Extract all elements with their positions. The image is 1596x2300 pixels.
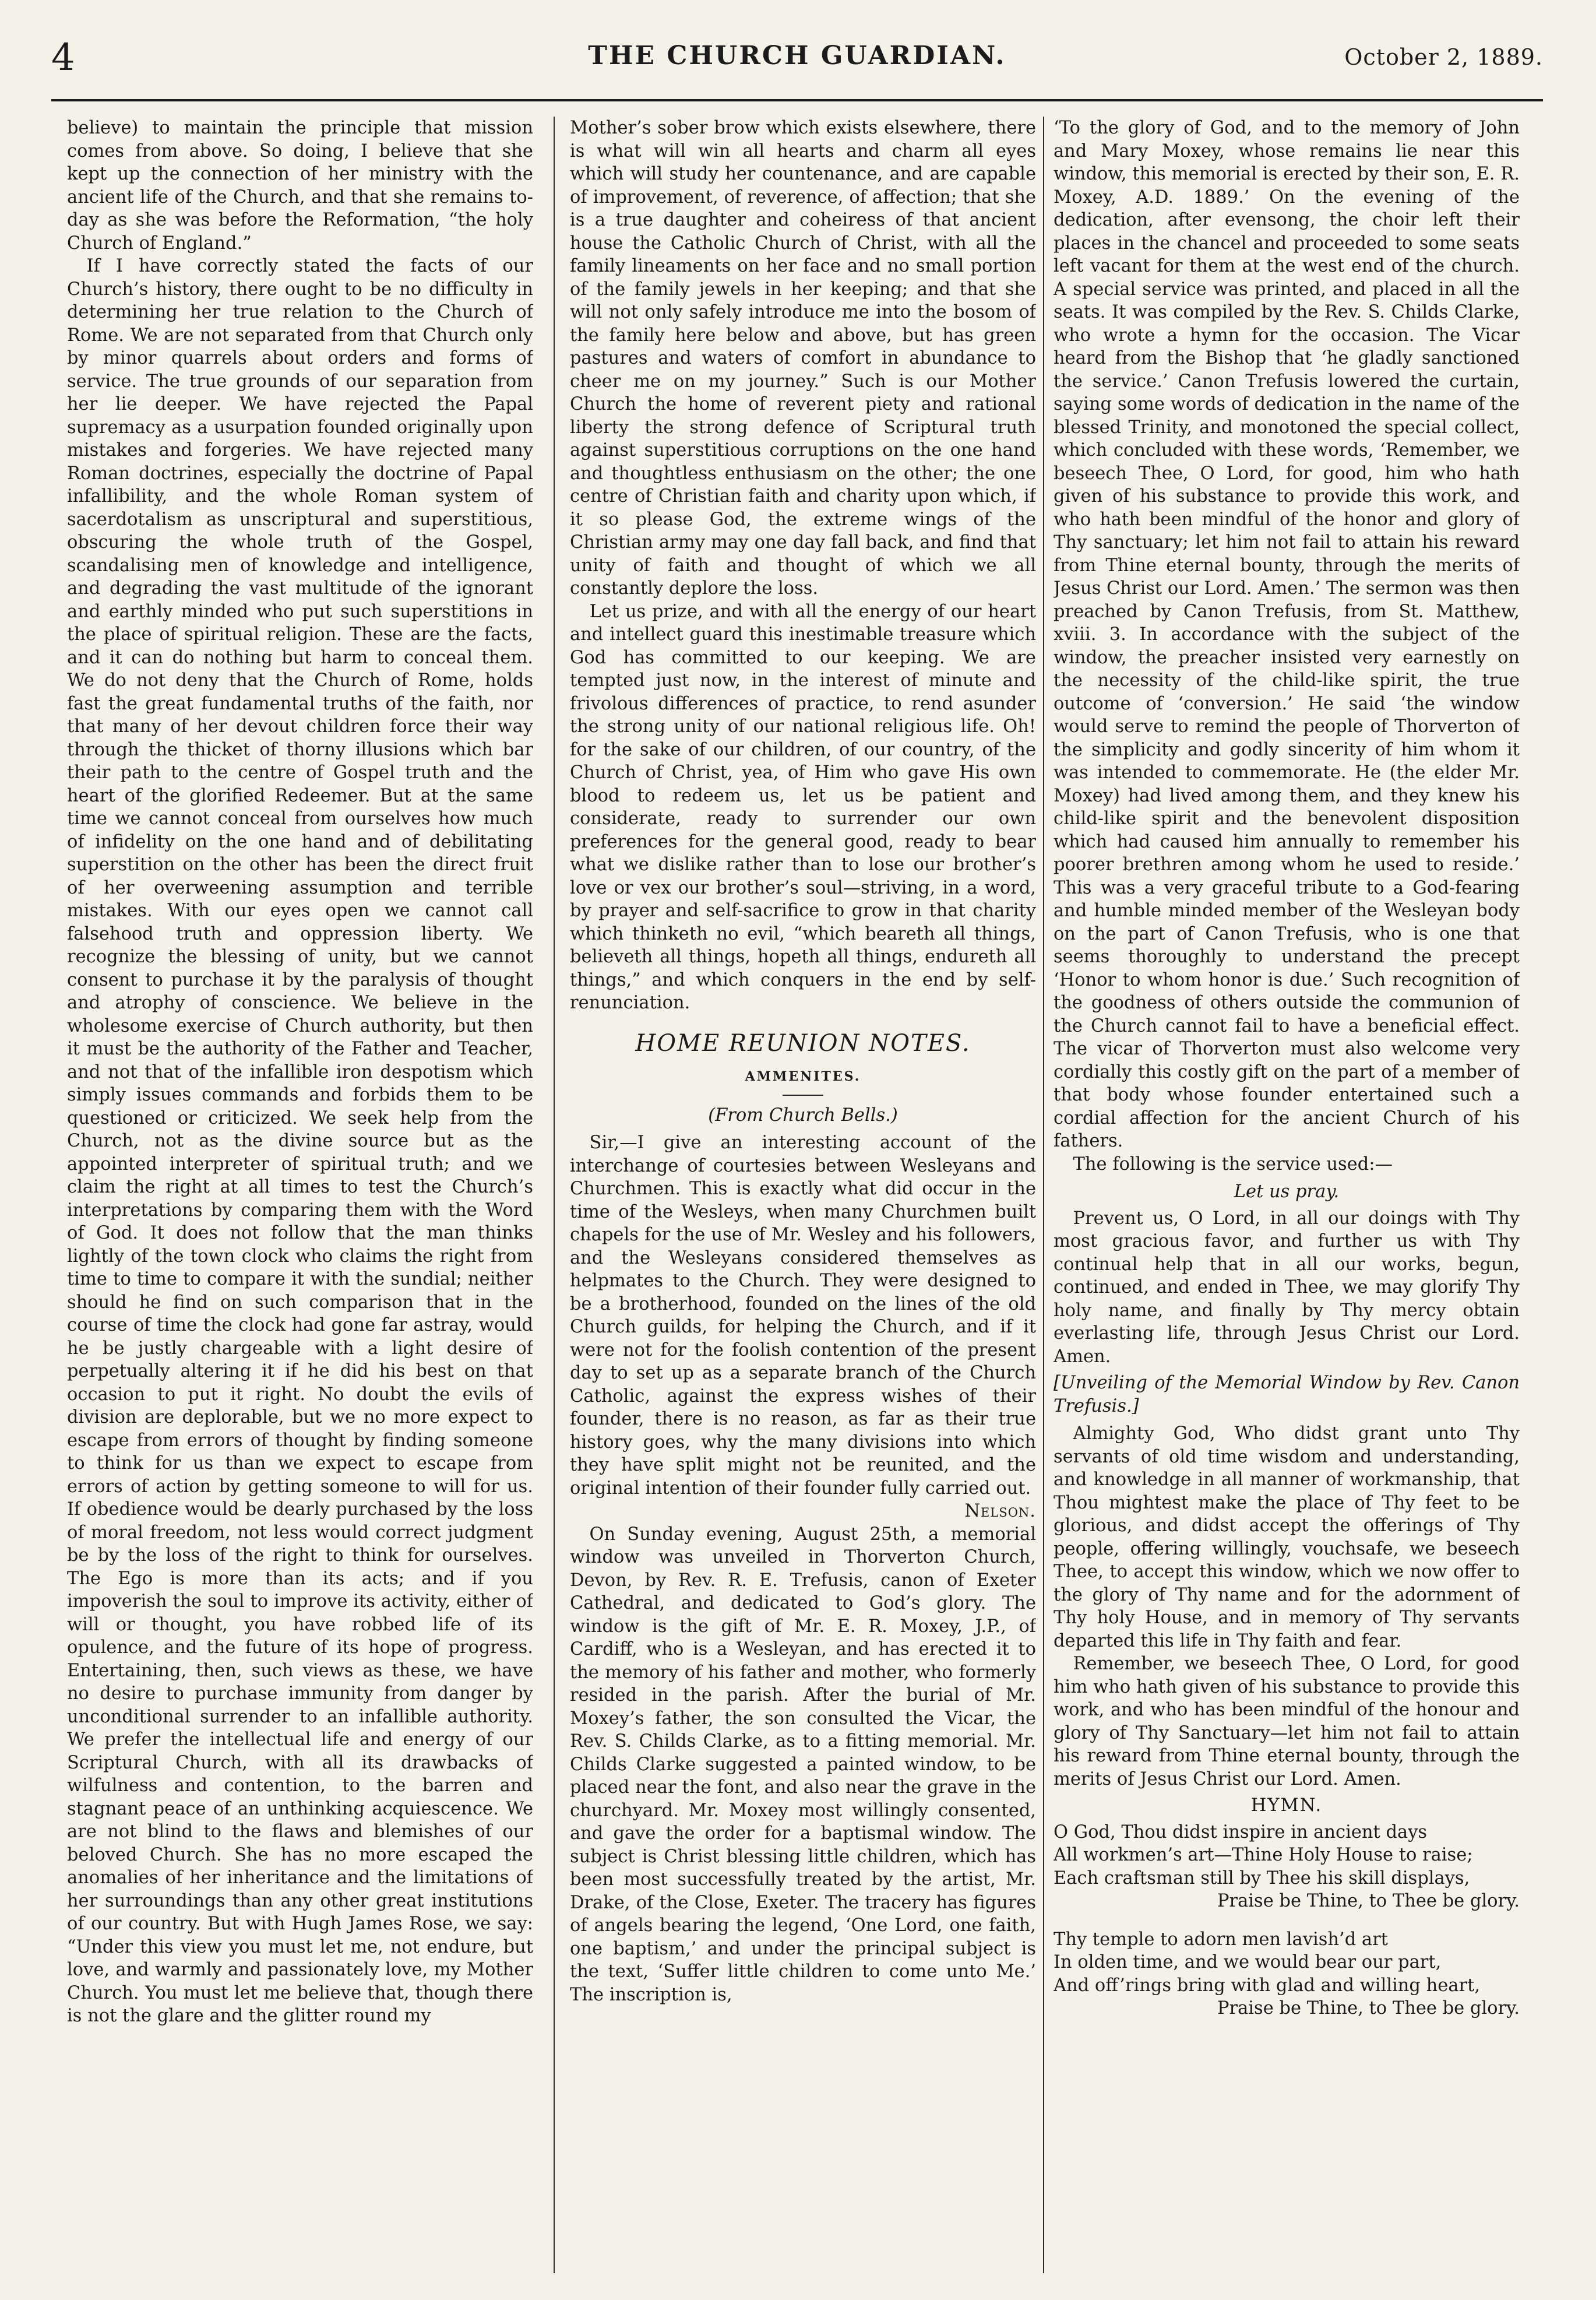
sub-heading: AMMENITES. — [745, 1069, 861, 1084]
column-divider — [1043, 117, 1044, 2273]
letter-paragraph: Sir,—I give an interesting account of the interchange of courtesies between Wesleyans and Churchmen. This is exactly what did occur in the time of the Wesleys, when many Churchmen built chapels for the use of Mr. Wesley and his followers, and the Wesleyans considered themselves as helpmates to the Church. They were designed to be a brotherhood, founded on the lines of the old Church guilds, for helping the Church, and if it were not for the foolish contention of the present day to set up as a separate branch of the Church Catholic, against the express wishes of their founder, there is no reason, as far as their true history goes, why the many divisions into which they have split might not be reunited, and the original intention of their founder fully carried out. — [570, 1133, 1036, 1499]
hymn-line: And off’rings bring with glad and willing heart, — [1054, 1975, 1481, 1996]
article-paragraph: ‘To the glory of God, and to the memory of John and Mary Moxey, whose remains lie near this window, this memorial is erected by their son, E. R. Moxey, A.D. 1889.’ On the evening of the dedication, after evensong, the choir left their places in the chancel and proceeded to some seats left vacant for them at the west end of the church. A special service was printed, and placed in all the seats. It was compiled by the Rev. S. Childs Clarke, who wrote a hymn for the occasion. The Vicar heard from the Bishop that ‘he gladly sanctioned the service.’ Canon Trefusis lowered the curtain, saying some words of dedication in the name of the blessed Trinity, and monotoned the special collect, which concluded with these words, ‘Remember, we beseech Thee, O Lord, for good, him who hath given of his substance to provide this work, and who hath been mindful of the honor and glory of Thy sanctuary; let him not fail to attain his reward from Thine eternal bounty, through the merits of Jesus Christ our Lord. Amen.’ The sermon was then preached by Canon Trefusis, from St. Matthew, xviii. 3. In accordance with the subject of the window, the preacher insisted very earnestly on the necessity of the child-like spirit, the true outcome of ‘conversion.’ He said ‘the window would serve to remind the people of Thorverton of the simplicity and godly sincerity of him whom it was intended to commemorate. He (the elder Mr. Moxey) had lived among them, and they knew his child-like spirit and the benevolent disposition which had caused him annually to remember his poorer brethren among whom he used to reside.’ This was a very graceful tribute to a God-fearing and humble minded member of the Wesleyan body on the part of Canon Trefusis, who is one that seems thoroughly to understand the precept ‘Honor to whom honor is due.’ Such recognition of the goodness of others outside the communion of the Church cannot fail to have a beneficial effect. The vicar of Thorverton must also welcome very cordially this costly gift on the part of a member of that body whose founder entertained such a cordial affection for the ancient Church of his fathers. — [1054, 118, 1520, 1151]
hymn-line: Each craftsman still by Thee his skill displays, — [1054, 1868, 1470, 1888]
column-right — [1054, 117, 1520, 2273]
prayer-text: Almighty God, Who didst grant unto Thy servants of old time wisdom and understanding, and knowledge in all manner of workmanship, that Thou mightest make the place of Thy feet to be glorious, and didst accept the offerings of Thy people, offering willingly, vouchsafe, we beseech Thee, to accept this window, which we now offer to the glory of Thy name and for the adornment of Thy holy House, and in memory of Thy servants departed this life in Thy faith and fear. — [1054, 1423, 1520, 1651]
hymn-refrain: Praise be Thine, to Thee be glory. — [1217, 1891, 1520, 1911]
hymn-line: O God, Thou didst inspire in ancient days — [1054, 1821, 1428, 1842]
hymn-refrain: Praise be Thine, to Thee be glory. — [1217, 1998, 1520, 2018]
column-left — [67, 117, 533, 2273]
letter-signature: Nelson. — [964, 1501, 1036, 1521]
source-credit: (From Church Bells.) — [708, 1105, 898, 1126]
column-middle — [570, 117, 1036, 2273]
prayer-text: Remember, we beseech Thee, O Lord, for good him who hath given of his substance to provide this work, and who has been mindful of the honour and glory of Thy Sanctuary—let him not fail to attain his reward from Thine eternal bounty, through the merits of Jesus Christ our Lord. Amen. — [1054, 1654, 1520, 1789]
page-number: 4 — [51, 36, 75, 79]
hymn-line: All workmen’s art—Thine Holy House to raise; — [1054, 1845, 1473, 1865]
hymn-line: In olden time, and we would bear our part, — [1054, 1952, 1442, 1972]
article-paragraph: If I have correctly stated the facts of our Church’s history, there ought to be no difficulty in determining her true relation to the Church of Rome. We are not separated from that Church only by minor quarrels about orders and forms of service. The true grounds of our separation from her lie deeper. We have rejected the Papal supremacy as a usurpation founded originally upon mistakes and forgeries. We have rejected many Roman doctrines, especially the doctrine of Papal infallibility, and the whole Roman system of sacerdotalism as unscriptural and superstitious, obscuring the whole truth of the Gospel, scandalising men of knowledge and intelligence, and degrading the vast multitude of the ignorant and earthly minded who put such superstitions in the place of spiritual religion. These are the facts, and it can do nothing but harm to conceal them. We do not deny that the Church of Rome, holds fast the great fundamental truths of the faith, nor that many of her devout children force their way through the thicket of thorny illusions which bar their path to the centre of Gospel truth and the heart of the glorified Redeemer. But at the same time we cannot conceal from ourselves how much of infidelity on the one hand and of debilitating superstition on the other has been the direct fruit of her overweening assumption and terrible mistakes. With our eyes open we cannot call falsehood truth and oppression liberty. We recognize the blessing of unity, but we cannot consent to purchase it by the paralysis of thought and atrophy of conscience. We believe in the wholesome exercise of Church authority, but then it must be the authority of the Father and Teacher, and not that of the infallible iron despotism which simply issues commands and forbids them to be questioned or criticized. We seek help from the Church, not as the divine source but as the appointed interpreter of spiritual truth; and we claim the right at all times to test the Church’s interpretations by comparing them with the Word of God. It does not follow that the man thinks lightly of the town clock who claims the right from time to time to compare it with the sundial; neither should he find on such comparison that in the course of time the clock had gone far astray, would he be justly chargeable with a light desire of perpetually altering it if he did his best on that occasion to put it right. No doubt the evils of division are deplorable, but we no more expect to escape from errors of thought by finding someone to think for us than we expect to escape from errors of action by getting someone to will for us. If obedience would be dearly purchased by the loss of moral freedom, not less would correct judgment be by the loss of the right to think for ourselves. The Ego is more than its acts; and if you impoverish the soul to improve its activity, either of will or thought, you have robbed life of its opulence, and the future of its hope of progress. Entertaining, then, such views as these, we have no desire to purchase immunity from danger by unconditional surrender to an infallible authority. We prefer the intellectual life and energy of our Scriptural Church, with all its drawbacks of wilfulness and contention, to the barren and stagnant peace of an unthinking acquiescence. We are not blind to the flaws and blemishes of our beloved Church. She has no more escaped the anomalies of her inheritance and the limitations of her surroundings than any other great institutions of our country. But with Hugh James Rose, we say: “Under this view you must let me, not endure, but love, and warmly and passionately love, my Mother Church. You must let me believe that, though there is not the glare and the glitter round my — [67, 256, 533, 2026]
rubric-note: [Unveiling of the Memorial Window by Rev. Canon Trefusis.] — [1054, 1373, 1520, 1416]
article-paragraph: The following is the service used:— — [1073, 1153, 1393, 1174]
column-divider — [554, 117, 555, 2273]
article-paragraph: On Sunday evening, August 25th, a memorial window was unveiled in Thorverton Church, Devon, by Rev. R. E. Trefusis, canon of Exeter Cathedral, and dedicated to God’s glory. The window is the gift of Mr. E. R. Moxey, J.P., of Cardiff, who is a Wesleyan, and has erected it to the memory of his father and mother, who formerly resided in the parish. After the burial of Mr. Moxey’s father, the son consulted the Vicar, the Rev. S. Childs Clarke, as to a fitting memorial. Mr. Childs Clarke suggested a painted window, to be placed near the font, and also near the grave in the churchyard. Mr. Moxey most willingly consented, and gave the order for a baptismal window. The subject is Christ blessing little children, which has been most successfully treated by the artist, Mr. Drake, of the Close, Exeter. The tracery has figures of angels bearing the legend, ‘One Lord, one faith, one baptism,’ and under the principal subject is the text, ‘Suffer little children to come unto Me.’ The inscription is, — [570, 1524, 1036, 2005]
section-heading: HOME REUNION NOTES. — [635, 1029, 971, 1057]
hymn-verses — [1054, 1821, 1520, 2020]
article-paragraph: Let us prize, and with all the energy of our heart and intellect guard this inestimable treasure which God has committed to our keeping. We are tempted just now, in the interest of minute and frivolous differences of practice, to rend asunder the strong unity of our national religious life. Oh! for the sake of our children, of our country, of the Church of Christ, yea, of Him who gave His own blood to redeem us, let us be patient and considerate, ready to surrender our own preferences for the general good, ready to bear what we dislike rather than to lose our brother’s love or vex our brother’s soul—striving, in a word, by prayer and self-sacrifice to grow in that charity which thinketh no evil, “which beareth all things, believeth all things, hopeth all things, endureth all things,” and which conquers in the end by self-renunciation. — [570, 601, 1036, 1013]
article-paragraph: believe) to maintain the principle that mission comes from above. So doing, I believe that she kept up the connection of her ministry with the ancient life of the Church, and that she remains to-day as she was before the Reformation, “the holy Church of England.” — [67, 118, 533, 254]
hymn-title: HYMN. — [1250, 1795, 1323, 1816]
issue-date: October 2, 1889. — [1344, 44, 1543, 70]
newspaper-title: THE CHURCH GUARDIAN. — [588, 41, 1006, 71]
prayer-text: Prevent us, O Lord, in all our doings with Thy most gracious favor, and further us with Thy continual help that in all our works, begun, continued, and ended in Thee, we may glorify Thy holy name, and finally by Thy mercy obtain everlasting life, through Jesus Christ our Lord. Amen. — [1054, 1208, 1520, 1367]
article-paragraph: Mother’s sober brow which exists elsewhere, there is what will win all hearts and charm all eyes which will study her countenance, and are capable of improvement, of reverence, of affection; that she is a true daughter and coheiress of that ancient house the Catholic Church of Christ, with all the family lineaments on her face and no small portion of the family jewels in her keeping; and that she will not only safely introduce me into the bosom of the family here below and above, but has green pastures and waters of comfort in abundance to cheer me on my journey.” Such is our Mother Church the home of reverent piety and rational liberty the strong defence of Scriptural truth against superstitious corruptions on the one hand and thoughtless enthusiasm on the other; the one centre of Christian faith and charity upon which, if it so please God, the extreme wings of the Christian army may one day fall back, and find that unity of faith and thought of which we all constantly deplore the loss. — [570, 118, 1036, 599]
prayer-heading: Let us pray. — [1234, 1181, 1340, 1202]
short-rule — [783, 1095, 823, 1096]
masthead — [51, 30, 1543, 101]
hymn-line: Thy temple to adorn men lavish’d art — [1054, 1929, 1388, 1950]
